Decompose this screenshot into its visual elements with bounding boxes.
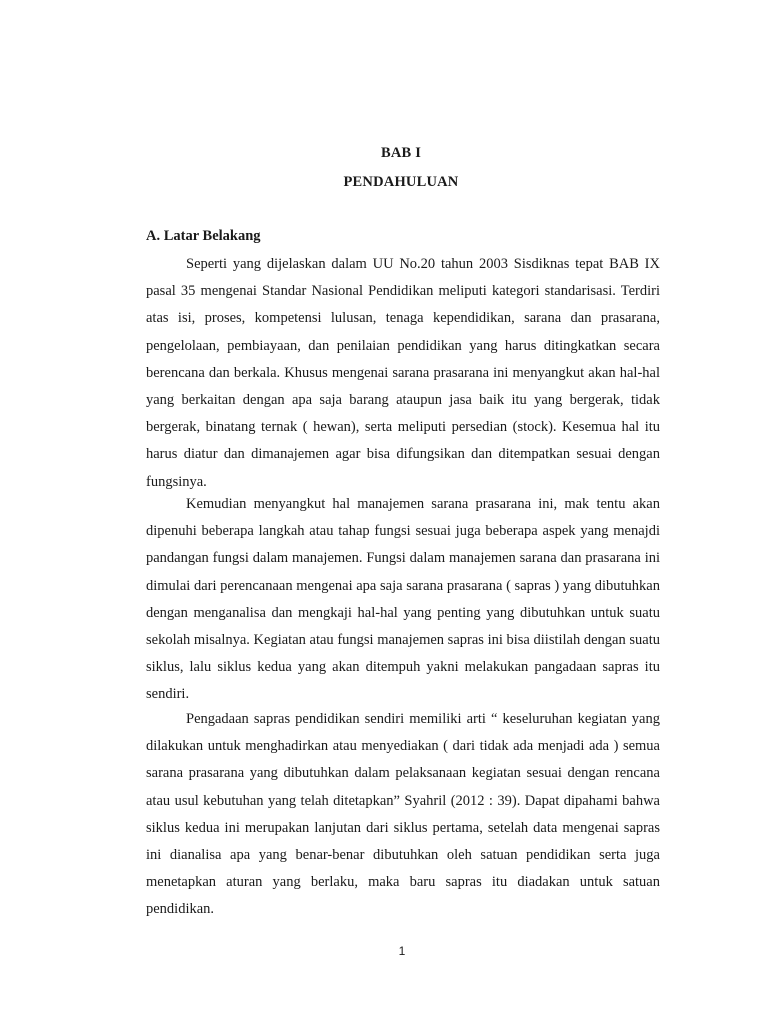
paragraph-1: Seperti yang dijelaskan dalam UU No.20 tahun 2003 Sisdiknas tepat BAB IX pasal 35 mengenai Standar Nasional Pendidikan meliputi kategori standarisasi. Terdiri atas isi, proses, kompetensi lulusan, tenaga kependidikan, sarana dan prasarana, pengelolaan, pembiayaan, dan penilaian pendidikan yang harus ditingkatkan secara berencana dan berkala. Khusus mengenai sarana prasarana ini menyangkut akan hal-hal yang berkaitan dengan apa saja barang ataupun jasa baik itu yang bergerak, tidak bergerak, binatang ternak ( hewan), serta meliputi persedian (stock). Kesemua hal itu harus diatur dan dimanajemen agar bisa difungsikan dan ditempatkan sesuai dengan fungsinya. [146, 256, 660, 490]
section-heading: A. Latar Belakang [146, 228, 261, 244]
page-number: 1 [398, 944, 406, 958]
paragraph-2: Kemudian menyangkut hal manajemen sarana prasarana ini, mak tentu akan dipenuhi beberapa langkah atau tahap fungsi sesuai juga beberapa aspek yang menajdi pandangan fungsi dalam manajemen. Fungsi dalam manajemen sarana dan prasarana ini dimulai dari perencanaan mengenai apa saja sarana prasarana ( sapras ) yang dibutuhkan dengan menganalisa dan mengkaji hal-hal yang penting yang dibutuhkan untuk suatu sekolah misalnya. Kegiatan atau fungsi manajemen sapras ini bisa diistilah dengan suatu siklus, lalu siklus kedua yang akan ditempuh yakni melakukan pangadaan sapras itu sendiri. [146, 496, 660, 703]
chapter-title: PENDAHULUAN [343, 174, 459, 190]
chapter-number: BAB I [380, 145, 422, 161]
paragraph-3: Pengadaan sapras pendidikan sendiri memiliki arti “ keseluruhan kegiatan yang dilakukan untuk menghadirkan atau menyediakan ( dari tidak ada menjadi ada ) semua sarana prasarana yang dibutuhkan dalam pelaksanaan kegiatan sesuai dengan rencana atau usul kebutuhan yang telah ditetapkan” Syahril (2012 : 39). Dapat dipahami bahwa siklus kedua ini merupakan lanjutan dari siklus pertama, setelah data mengenai sapras ini dianalisa apa yang benar-benar dibutuhkan oleh satuan pendidikan serta juga menetapkan aturan yang berlaku, maka baru sapras itu diadakan untuk satuan pendidikan. [146, 711, 660, 918]
